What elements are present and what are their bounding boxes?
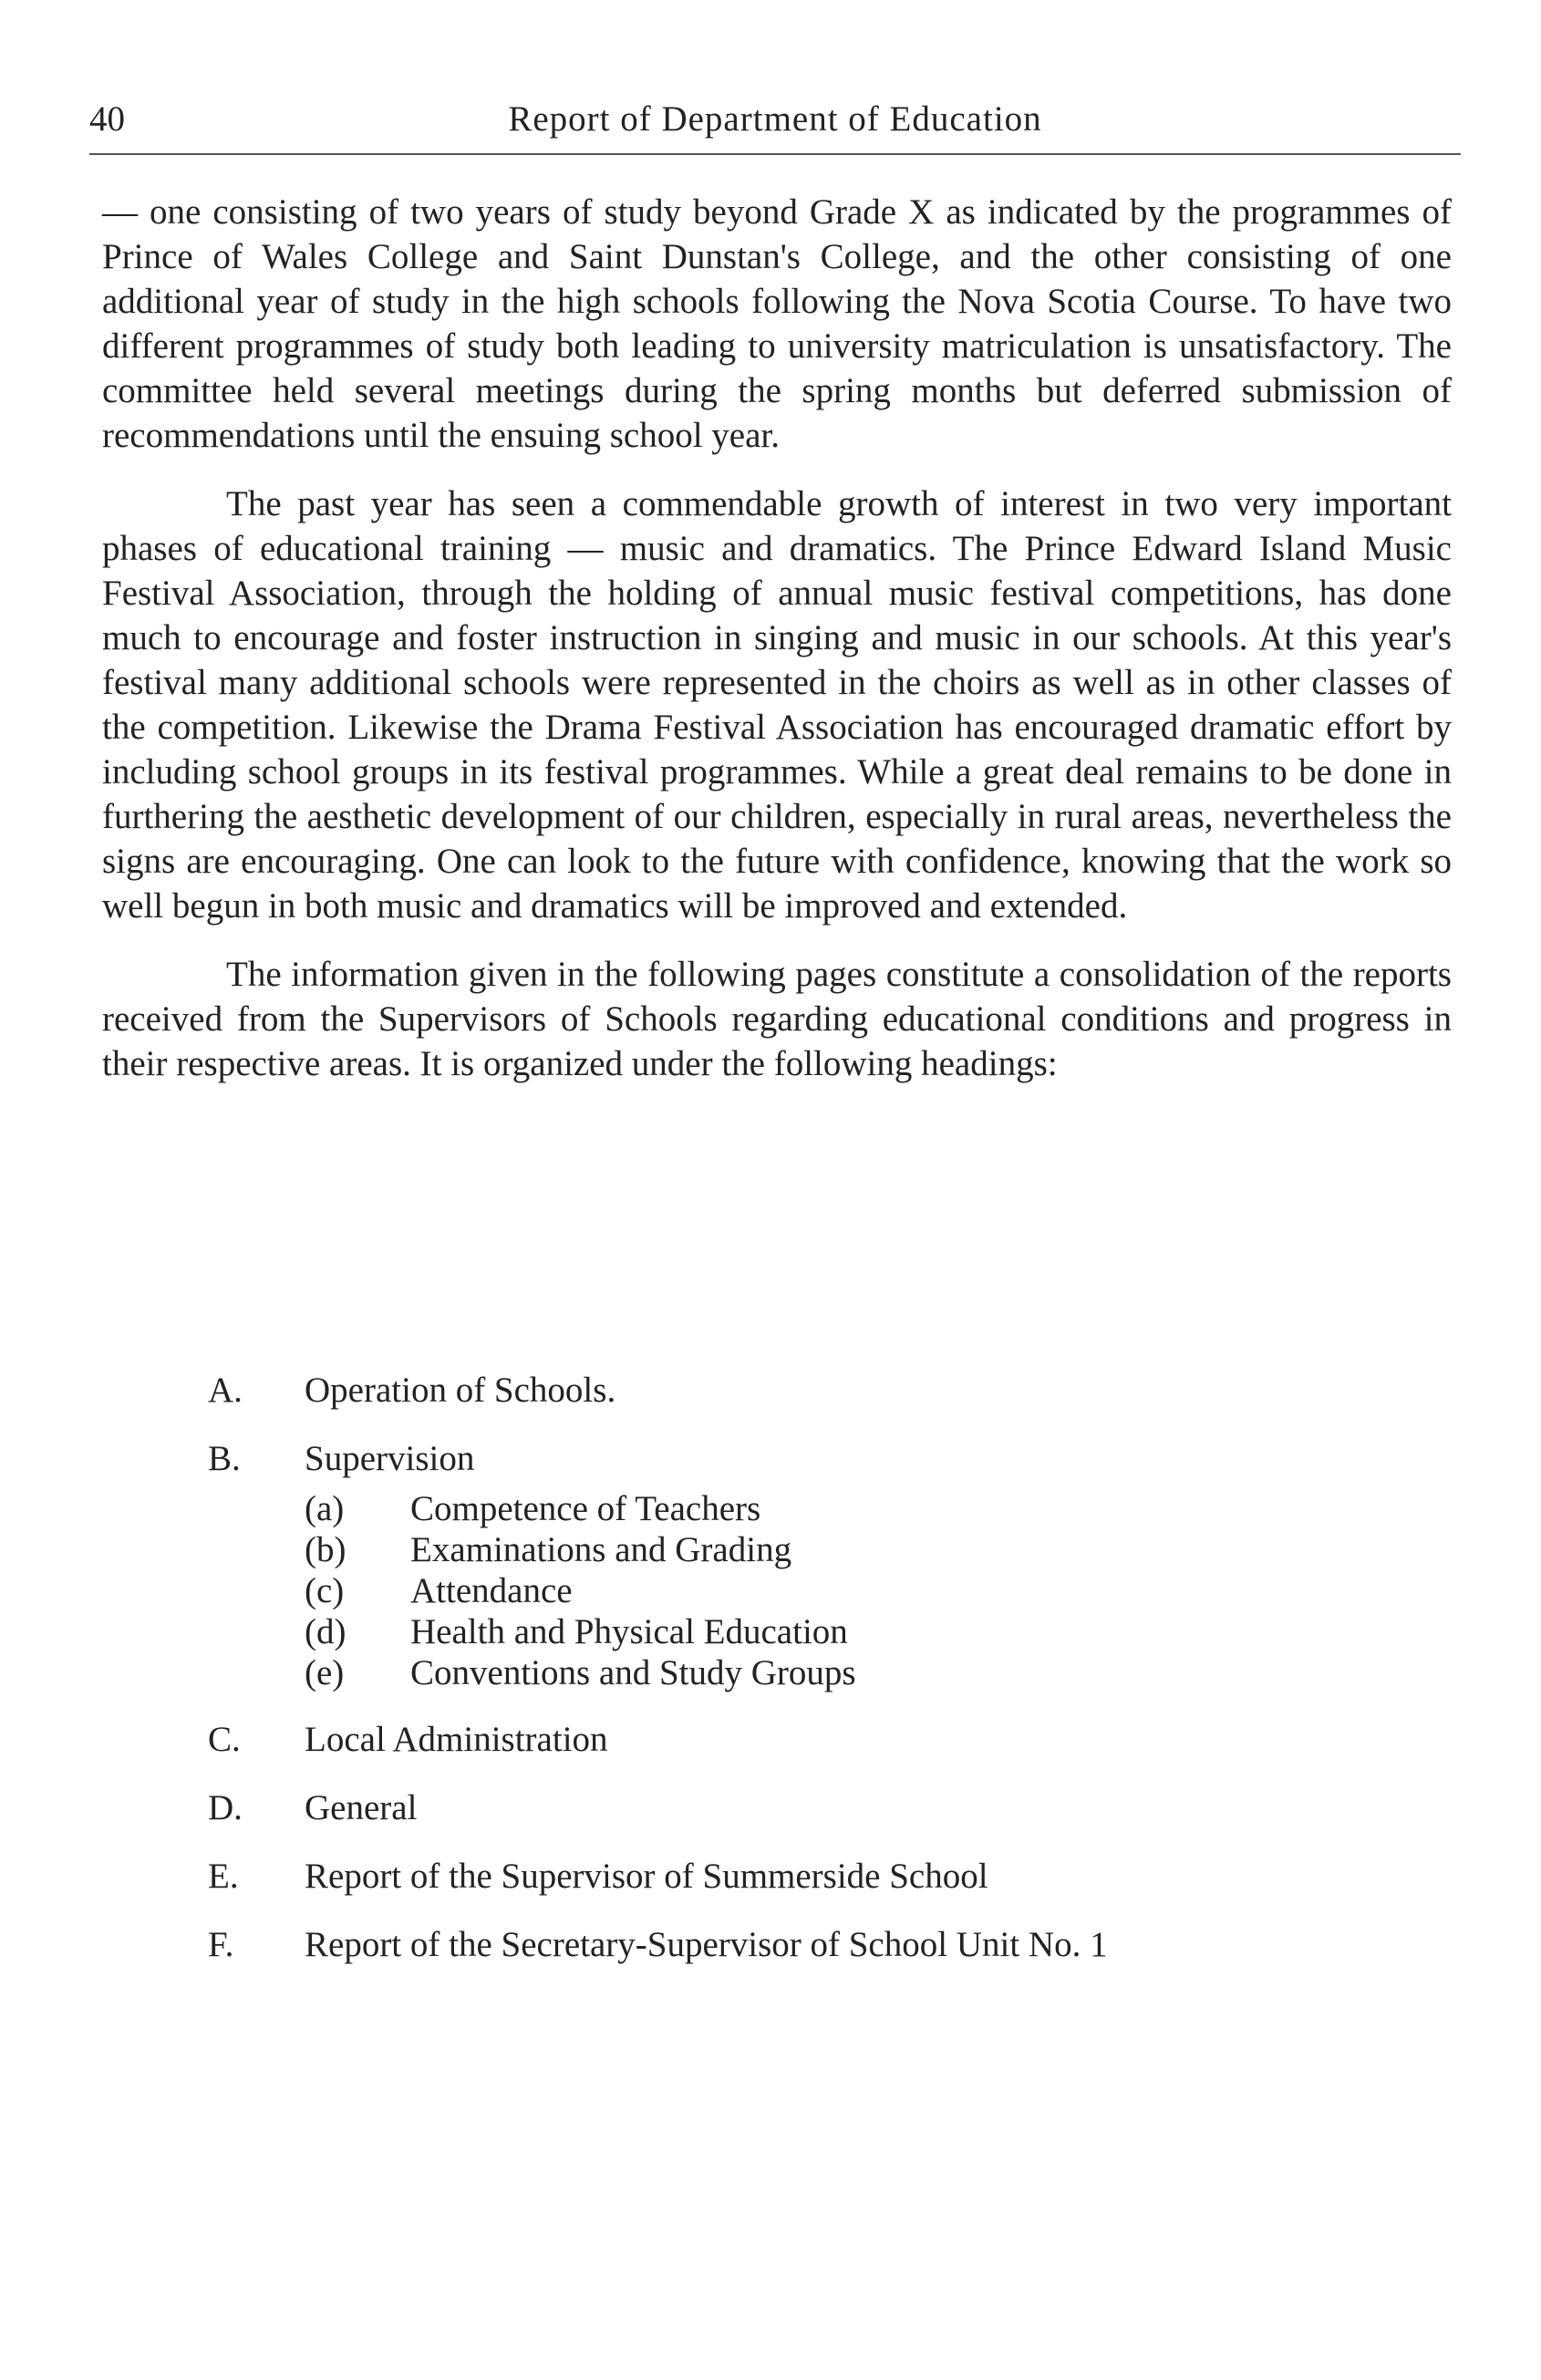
paragraph-information: The information given in the following pages constitute a consolidation of the reports received from the Supervisors of Schools regarding educational conditions and progress in their respective areas. It is organized under the following headings: xyxy=(102,955,1452,1083)
outline-text: Operation of Schools. xyxy=(305,1371,616,1410)
subitem-mark: (a) xyxy=(305,1489,345,1528)
outline-letter: E. xyxy=(208,1857,239,1896)
outline-text: General xyxy=(305,1788,418,1827)
outline-subitem xyxy=(305,1488,1393,1529)
running-head: Report of Department of Education xyxy=(508,99,1042,139)
subitem-mark: (d) xyxy=(305,1612,346,1651)
outline-item-a xyxy=(208,1368,1393,1412)
body-text xyxy=(102,190,1452,1110)
outline-text: Local Administration xyxy=(305,1720,608,1759)
page-header xyxy=(89,98,1461,150)
outline-letter: C. xyxy=(208,1720,241,1759)
outline-text: Supervision xyxy=(305,1439,475,1478)
subitem-text: Conventions and Study Groups xyxy=(410,1653,856,1692)
subitem-text: Health and Physical Education xyxy=(410,1612,848,1651)
paragraph-continuation: — one consisting of two years of study beyond Grade X as indicated by the programmes of Prince of Wales College and Saint Dunstan's College, and the other consisting of one additional year of study in the high schools following the Nova Scotia Course. To have two different programmes of study both leading to university matriculation is unsatisfactory. The committee held several meetings during the spring months but deferred submission of recommendations until the ensuing school year. xyxy=(102,192,1452,455)
header-rule xyxy=(89,153,1461,155)
outline-subitem xyxy=(305,1652,1393,1693)
outline-item-c xyxy=(208,1717,1393,1762)
subitem-mark: (b) xyxy=(305,1530,346,1569)
outline-text: Report of the Supervisor of Summerside School xyxy=(305,1857,988,1896)
paragraph-music-dramatics: The past year has seen a commendable growth of interest in two very important phases of educational training — music and dramatics. The Prince Edward Island Music Festival Association, through the holding of annual music festival competitions, has done much to encourage and foster instruction in singing and music in our schools. At this year's festival many additional schools were represented in the choirs as well as in other classes of the competition. Likewise the Drama Festival Association has encouraged dramatic effort by including school groups in its festival programmes. While a great deal remains to be done in furthering the aesthetic development of our children, especially in rural areas, nevertheless the signs are encouraging. One can look to the future with confidence, knowing that the work so well begun in both music and dramatics will be improved and extended. xyxy=(102,484,1452,926)
subitem-mark: (e) xyxy=(305,1653,345,1692)
page-number: 40 xyxy=(89,99,125,139)
outline-letter: D. xyxy=(208,1788,243,1827)
subitem-text: Attendance xyxy=(410,1571,573,1610)
outline-subitem xyxy=(305,1611,1393,1652)
outline-item-b xyxy=(208,1436,1393,1481)
outline-item-f xyxy=(208,1922,1393,1967)
supervision-subitems xyxy=(305,1488,1393,1693)
outline-subitem xyxy=(305,1570,1393,1611)
outline-item-d xyxy=(208,1785,1393,1830)
headings-outline xyxy=(208,1368,1393,1991)
outline-subitem xyxy=(305,1529,1393,1570)
outline-item-e xyxy=(208,1854,1393,1899)
outline-letter: F. xyxy=(208,1925,234,1964)
subitem-text: Competence of Teachers xyxy=(410,1489,761,1528)
outline-letter: B. xyxy=(208,1439,241,1478)
subitem-mark: (c) xyxy=(305,1571,345,1610)
subitem-text: Examinations and Grading xyxy=(410,1530,792,1569)
outline-text: Report of the Secretary-Supervisor of School Unit No. 1 xyxy=(305,1925,1108,1964)
outline-letter: A. xyxy=(208,1371,243,1410)
